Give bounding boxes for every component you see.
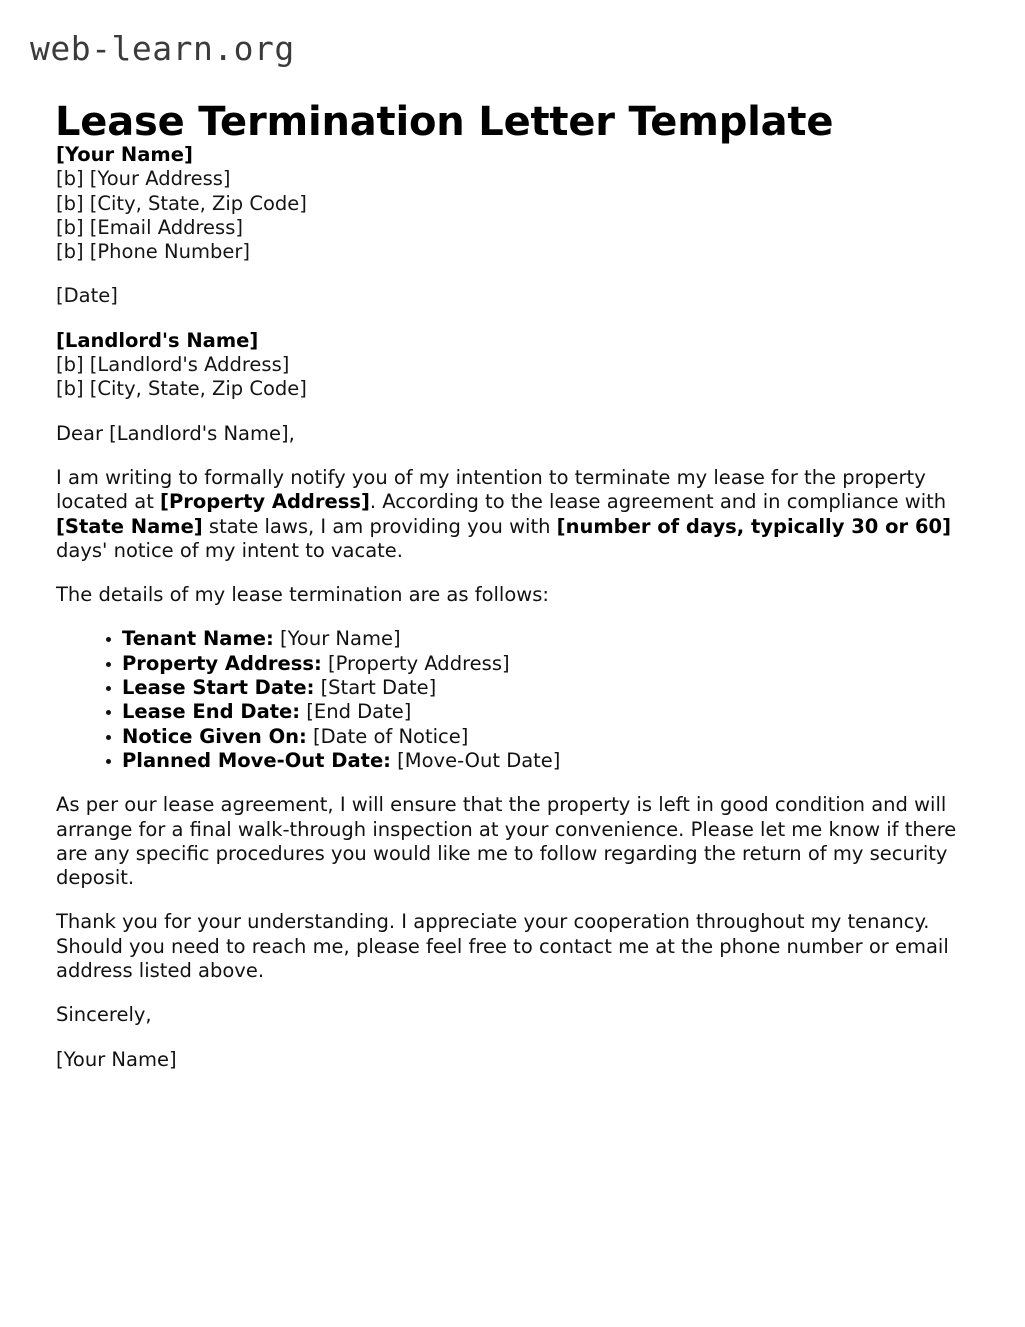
intro-text-4: days' notice of my intent to vacate. bbox=[56, 538, 403, 562]
detail-value: [Start Date] bbox=[314, 676, 437, 700]
detail-label: Planned Move-Out Date: bbox=[122, 748, 391, 772]
sender-city-line: [b] [City, State, Zip Code] bbox=[56, 191, 307, 215]
list-item bbox=[106, 627, 972, 651]
detail-label: Tenant Name: bbox=[122, 627, 274, 651]
intro-text-3: state laws, I am providing you with bbox=[202, 514, 557, 538]
list-item bbox=[106, 676, 972, 700]
sender-address-line: [b] [Your Address] bbox=[56, 167, 231, 191]
list-item bbox=[106, 725, 972, 749]
sender-address-block bbox=[56, 143, 972, 264]
detail-value: [Move-Out Date] bbox=[390, 748, 561, 772]
list-item bbox=[106, 652, 972, 676]
intro-paragraph bbox=[56, 466, 972, 563]
detail-value: [Date of Notice] bbox=[306, 724, 469, 748]
site-watermark: web-learn.org bbox=[30, 29, 295, 68]
intro-text-2: . According to the lease agreement and in compliance with bbox=[369, 490, 947, 514]
page-title: Lease Termination Letter Template bbox=[55, 98, 834, 145]
recipient-name: [Landlord's Name] bbox=[56, 328, 259, 352]
list-item bbox=[106, 749, 972, 773]
condition-paragraph: As per our lease agreement, I will ensure that the property is left in good condition and will arrange for a final walk-through inspection at your convenience. Please let me know if there are any specific procedures you would like me to follow regarding the return of my security deposit. bbox=[56, 793, 957, 890]
recipient-city-line: [b] [City, State, Zip Code] bbox=[56, 377, 307, 401]
recipient-address-line: [b] [Landlord's Address] bbox=[56, 353, 290, 377]
letter-date: [Date] bbox=[56, 284, 118, 308]
salutation: Dear [Landlord's Name], bbox=[56, 421, 295, 445]
intro-state-name: [State Name] bbox=[56, 514, 203, 538]
lease-details-list bbox=[56, 627, 972, 773]
detail-label: Notice Given On: bbox=[122, 724, 307, 748]
intro-property-address: [Property Address] bbox=[160, 490, 370, 514]
letter-body bbox=[56, 143, 972, 1072]
detail-value: [End Date] bbox=[300, 700, 412, 724]
detail-label: Lease Start Date: bbox=[122, 676, 315, 700]
sender-name: [Your Name] bbox=[56, 143, 193, 166]
recipient-address-block bbox=[56, 329, 972, 402]
detail-label: Lease End Date: bbox=[122, 700, 301, 724]
intro-text-1: I am writing to formally notify you of my intention to terminate my lease for the property located at bbox=[56, 465, 926, 514]
sender-email-line: [b] [Email Address] bbox=[56, 215, 243, 239]
details-lead-in: The details of my lease termination are as follows: bbox=[56, 583, 549, 607]
list-item bbox=[106, 700, 972, 724]
sender-phone-line: [b] [Phone Number] bbox=[56, 240, 250, 264]
closing-line: Sincerely, bbox=[56, 1003, 152, 1027]
detail-label: Property Address: bbox=[122, 651, 322, 675]
detail-value: [Property Address] bbox=[321, 651, 510, 675]
detail-value: [Your Name] bbox=[273, 627, 401, 651]
thanks-paragraph: Thank you for your understanding. I appreciate your cooperation throughout my tenancy. Should you need to reach me, please feel free to contact me at the phone number or email address listed above. bbox=[56, 910, 949, 983]
signature-name: [Your Name] bbox=[56, 1047, 177, 1071]
intro-notice-days: [number of days, typically 30 or 60] bbox=[556, 514, 951, 538]
